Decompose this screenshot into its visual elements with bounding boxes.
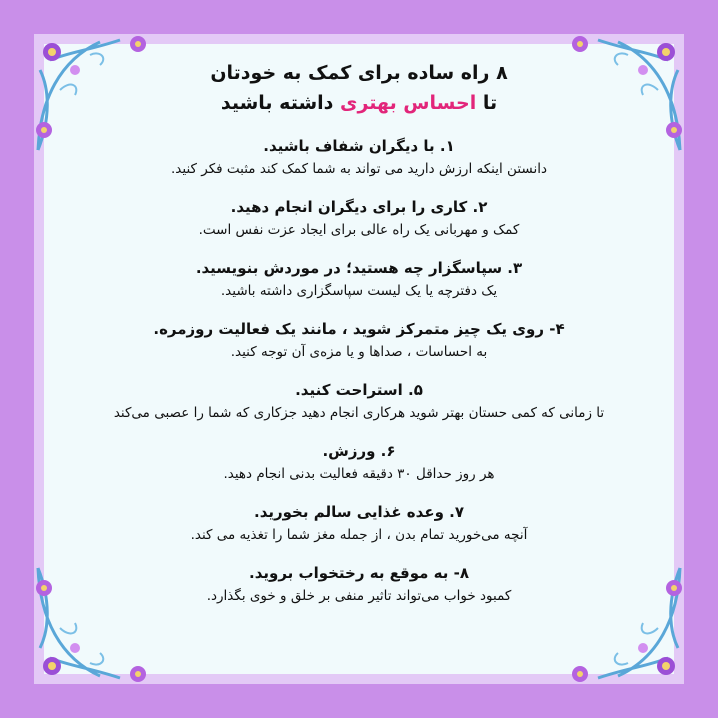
title-highlight: احساس بهتری xyxy=(340,92,477,114)
item-description: دانستن اینکه ارزش دارید می تواند به شما کمک کند مثبت فکر کنید. xyxy=(171,161,547,177)
list-item xyxy=(50,500,668,546)
list-item xyxy=(50,317,668,363)
item-description: کمک و مهربانی یک راه عالی برای ایجاد عزت نفس است. xyxy=(198,222,520,238)
item-description: به احساسات ، صداها و یا مزه‌ی آن توجه کنید. xyxy=(230,344,488,360)
item-title: ۶. ورزش. xyxy=(322,442,396,460)
item-title: ۷. وعده غذایی سالم بخورید. xyxy=(254,503,464,521)
item-description: تا زمانی که کمی حستان بهتر شوید هرکاری انجام دهید جزکاری که شما را عصبی می‌کند xyxy=(113,405,605,421)
page-title xyxy=(50,58,668,118)
list-item xyxy=(50,439,668,485)
title-line-2 xyxy=(50,88,668,118)
item-title: ۴- روی یک چیز متمرکز شوید ، مانند یک فعالیت روزمره. xyxy=(153,320,565,338)
tips-content xyxy=(50,58,668,622)
list-item xyxy=(50,561,668,607)
list-item xyxy=(50,256,668,302)
title-line-1: ۸ راه ساده برای کمک به خودتان xyxy=(210,62,508,84)
item-description: یک دفترچه یا یک لیست سپاسگزاری داشته باشید. xyxy=(220,283,498,299)
item-title: ۵. استراحت کنید. xyxy=(295,381,423,399)
item-title: ۱. با دیگران شفاف باشید. xyxy=(263,137,455,155)
item-title: ۳. سپاسگزار چه هستید؛ در موردش بنویسید. xyxy=(195,259,523,277)
item-title: ۸- به موقع به رختخواب بروید. xyxy=(249,564,469,582)
tips-list xyxy=(50,134,668,607)
item-description: کمبود خواب می‌تواند تاثیر منفی بر خلق و خوی بگذارد. xyxy=(206,588,512,604)
title-prefix: تا xyxy=(482,92,498,114)
item-description: آنچه می‌خورید تمام بدن ، از جمله مغز شما را تغذیه می کند. xyxy=(190,527,528,543)
item-description: هر روز حداقل ۳۰ دقیقه فعالیت بدنی انجام دهید. xyxy=(223,466,495,482)
title-suffix: داشته باشید xyxy=(220,92,334,114)
list-item xyxy=(50,195,668,241)
list-item xyxy=(50,134,668,180)
list-item xyxy=(50,378,668,424)
item-title: ۲. کاری را برای دیگران انجام دهید. xyxy=(230,198,488,216)
